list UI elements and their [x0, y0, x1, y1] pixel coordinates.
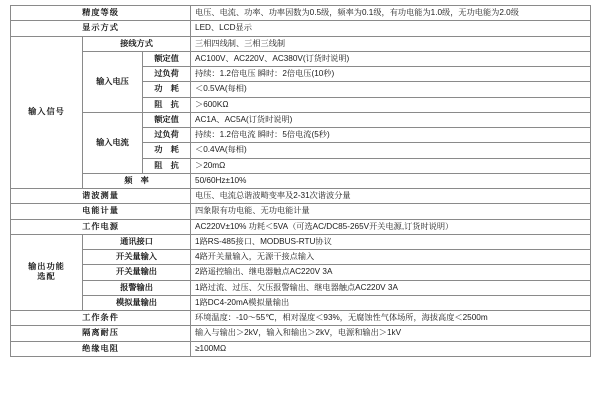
connection-label: 接线方式 — [83, 36, 191, 51]
accuracy-label: 精度等级 — [11, 6, 191, 21]
current-power-value: ＜0.4VA(每相) — [191, 143, 591, 158]
input-voltage-label: 输入电压 — [83, 51, 143, 112]
analog-output-value: 1路DC4-20mA模拟量输出 — [191, 295, 591, 310]
analog-output-label: 模拟量输出 — [83, 295, 191, 310]
specification-table — [10, 5, 591, 357]
table-row — [11, 250, 591, 265]
current-impedance-value: ＞20mΩ — [191, 158, 591, 173]
table-row — [11, 21, 591, 36]
alarm-output-value: 1路过流、过压、欠压报警输出、继电器触点AC220V 3A — [191, 280, 591, 295]
harmonic-value: 电压、电流总谐波畸变率及2-31次谐波分量 — [191, 189, 591, 204]
isolation-value: 输入与输出＞2kV，输入和输出＞2kV，电源和输出＞1kV — [191, 326, 591, 341]
input-signal-label: 输入信号 — [11, 36, 83, 189]
table-row — [11, 341, 591, 356]
output-function-label-line2: 选配 — [37, 272, 56, 282]
current-power-label: 功 耗 — [143, 143, 191, 158]
alarm-output-label: 报警输出 — [83, 280, 191, 295]
digital-output-value: 2路遥控输出、继电器触点AC220V 3A — [191, 265, 591, 280]
voltage-power-label: 功 耗 — [143, 82, 191, 97]
current-rated-value: AC1A、AC5A(订货时说明) — [191, 112, 591, 127]
voltage-rated-label: 额定值 — [143, 51, 191, 66]
frequency-value: 50/60Hz±10% — [191, 173, 591, 188]
voltage-overload-value: 持续：1.2倍电压 瞬时：2倍电压(10秒) — [191, 67, 591, 82]
harmonic-label: 谐波测量 — [11, 189, 191, 204]
current-impedance-label: 阻 抗 — [143, 158, 191, 173]
input-current-label: 输入电流 — [83, 112, 143, 173]
table-row — [11, 265, 591, 280]
table-row — [11, 219, 591, 234]
frequency-label: 频 率 — [83, 173, 191, 188]
table-row — [11, 36, 591, 51]
power-supply-value: AC220V±10% 功耗＜5VA（可选AC/DC85-265V开关电源,订货时说明） — [191, 219, 591, 234]
comm-interface-value: 1路RS-485接口、MODBUS-RTU协议 — [191, 234, 591, 249]
isolation-label: 隔离耐压 — [11, 326, 191, 341]
power-supply-label: 工作电源 — [11, 219, 191, 234]
table-row — [11, 311, 591, 326]
energy-value: 四象限有功电能、无功电能计量 — [191, 204, 591, 219]
table-row — [11, 280, 591, 295]
comm-interface-label: 通讯接口 — [83, 234, 191, 249]
working-condition-value: 环境温度：-10～55℃，相对湿度＜93%，无腐蚀性气体场所，海拔高度＜2500m — [191, 311, 591, 326]
voltage-overload-label: 过负荷 — [143, 67, 191, 82]
display-value: LED、LCD显示 — [191, 21, 591, 36]
voltage-impedance-label: 阻 抗 — [143, 97, 191, 112]
working-condition-label: 工作条件 — [11, 311, 191, 326]
digital-input-label: 开关量输入 — [83, 250, 191, 265]
digital-input-value: 4路开关量输入，无源干接点输入 — [191, 250, 591, 265]
energy-label: 电能计量 — [11, 204, 191, 219]
insulation-label: 绝缘电阻 — [11, 341, 191, 356]
table-row — [11, 295, 591, 310]
voltage-rated-value: AC100V、AC220V、AC380V(订货时说明) — [191, 51, 591, 66]
voltage-power-value: ＜0.5VA(每相) — [191, 82, 591, 97]
table-row — [11, 326, 591, 341]
table-row — [11, 189, 591, 204]
insulation-value: ≥100MΩ — [191, 341, 591, 356]
table-row — [11, 173, 591, 188]
current-overload-value: 持续：1.2倍电流 瞬时：5倍电流(5秒) — [191, 128, 591, 143]
digital-output-label: 开关量输出 — [83, 265, 191, 280]
connection-value: 三相四线制、三相三线制 — [191, 36, 591, 51]
current-overload-label: 过负荷 — [143, 128, 191, 143]
accuracy-value: 电压、电流、功率、功率因数为0.5级，频率为0.1级，有功电能为1.0级，无功电能为2.0级 — [191, 6, 591, 21]
table-row — [11, 204, 591, 219]
output-function-label — [11, 234, 83, 310]
output-function-label-line1: 输出功能 — [28, 262, 65, 272]
display-label: 显示方式 — [11, 21, 191, 36]
table-row — [11, 234, 591, 249]
table-row — [11, 112, 591, 127]
voltage-impedance-value: ＞600KΩ — [191, 97, 591, 112]
table-row — [11, 51, 591, 66]
current-rated-label: 额定值 — [143, 112, 191, 127]
table-row — [11, 6, 591, 21]
